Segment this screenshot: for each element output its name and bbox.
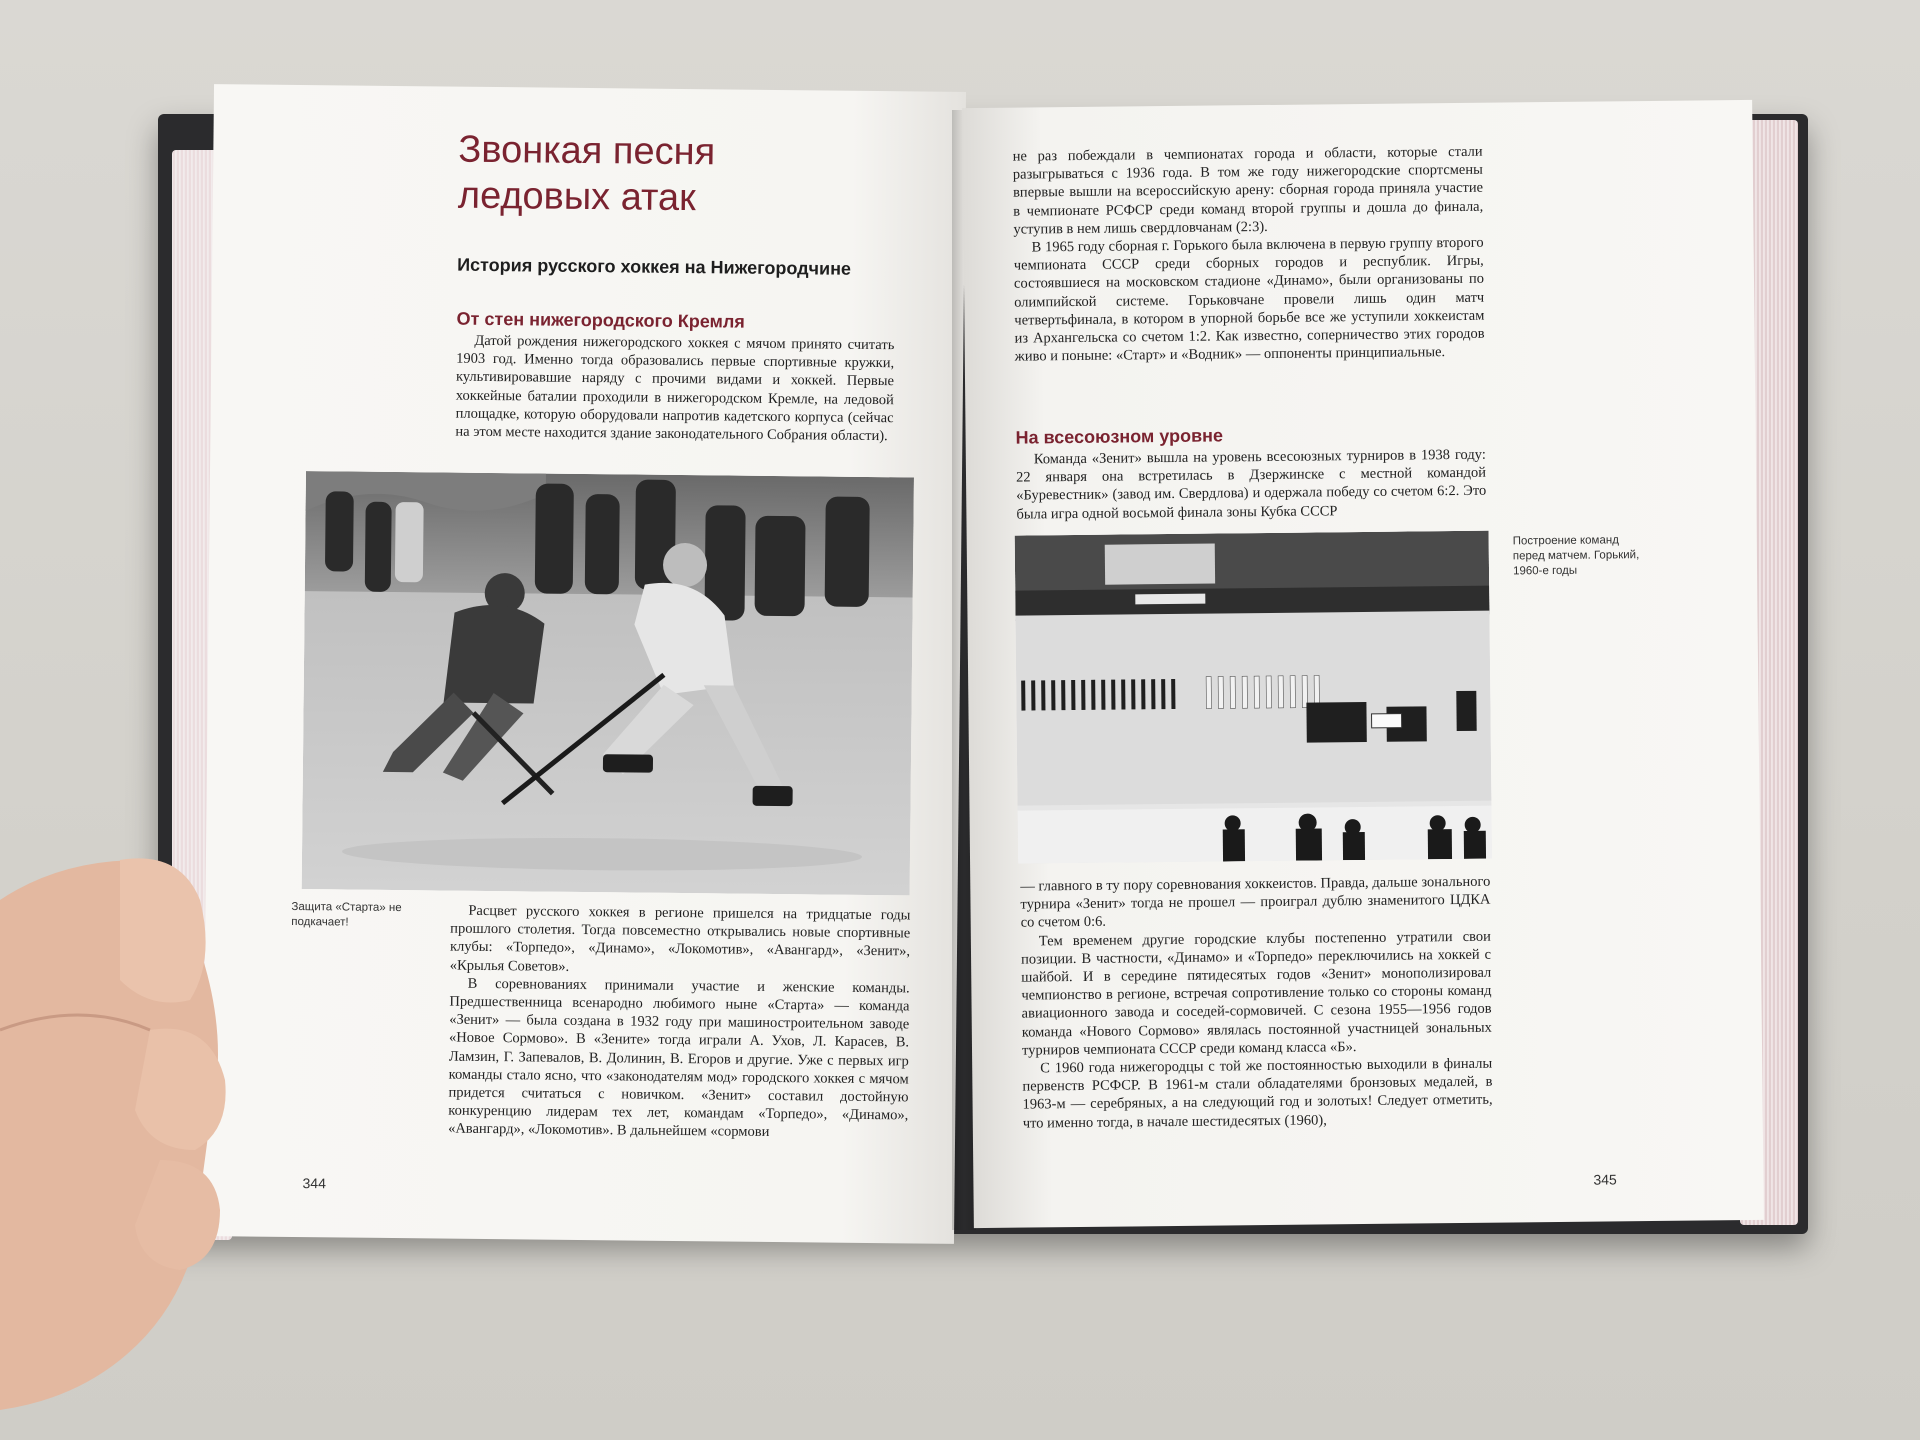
paragraph: — главного в ту пору соревнования хоккеистов. Правда, дальше зонального турнира «Зенит» тогда не прошел — проиграл дублю знаменитого ЦДКА со счетом 0:6.: [1020, 873, 1491, 932]
right-page: [962, 100, 1764, 1228]
paragraph: С 1960 года нижегородцы с той же постоянностью выходили в финалы первенств РСФСР. В 1961-м стали обладателями бронзовых медалей, в 1963-м — серебряных, а на следующий год и золотых! Следует отметить, что именно тогда, в начале шестидесятых (1960),: [1022, 1055, 1493, 1132]
paragraph: не раз побеждали в чемпионатах города и области, которые стали разыгрываться с 1936 года. В том же году нижегородские спортсмены впервые вышли на всероссийскую арену: сборная города приняла участие в чемпионате РСФСР среди команд второй группы и дошла до финала, уступив в нем лишь свердловчанам (2:3).: [1012, 143, 1484, 238]
right-bottom-text: [1020, 873, 1493, 1133]
hockey-action-photo: [302, 471, 914, 895]
chapter-title: Звонкая песня ледовых атак: [457, 128, 716, 220]
section-kremlin-text: [455, 332, 894, 446]
paragraph: Датой рождения нижегородского хоккея с мячом принято считать 1903 год. Именно тогда образовались первые спортивные кружки, культивировавшие наряду с прочими видами и хоккей. Первые хоккейные баталии проходили в нижегородском Кремле, на ледовой площадке, которую оборудовали напротив кадетского корпуса (сейчас на этом месте находится здание законодательного Собрания области).: [455, 332, 895, 445]
paragraph: Команда «Зенит» вышла на уровень всесоюзных турниров в 1938 году: 22 января она встретилась в Дзержинске с местной командой «Буревестник» (завод им. Свердлова) и одержала победу со счетом 6:2. Это была игра одной восьмой финала зоны Кубка СССР: [1015, 446, 1487, 523]
chapter-subtitle: История русского хоккея на Нижегородчине: [457, 254, 852, 279]
section-heading-union: На всесоюзном уровне: [1015, 425, 1224, 448]
left-page: [202, 84, 966, 1244]
page-number-right: 345: [1593, 1171, 1617, 1188]
paragraph: Расцвет русского хоккея в регионе пришелся на тридцатые годы прошлого столетия. Тогда повсеместно открывались новые спортивные клубы: «Торпедо», «Динамо», «Локомотив», «Авангард», «Зенит», «Крылья Советов».: [449, 902, 911, 975]
right-top-text: [1013, 143, 1485, 366]
left-main-text: [448, 902, 910, 1143]
page-number-left: 344: [302, 1175, 326, 1192]
section-union-text: [1016, 446, 1487, 524]
team-lineup-photo: [1015, 531, 1492, 864]
section-heading-kremlin: От стен нижегородского Кремля: [456, 308, 745, 332]
photo-caption-left: Защита «Старта» не подкачает!: [291, 900, 402, 929]
paragraph: В 1965 году сборная г. Горького была включена в первую группу второго чемпионата СССР среди сборных городов и республик. Игры, состоявшиеся на московском стадионе «Динамо», были организованы по олимпийской системе. Горьковчане провели лишь один матч четвертьфинала, в котором в упорной борьбе все же уступили хоккеистам из Архангельска со счетом 1:2. Как известно, соперничество этих городов живо и поныне: «Старт» и «Водник» — оппоненты принципиальные.: [1013, 234, 1485, 365]
paragraph: В соревнованиях принимали участие и женские команды. Предшественница всенародно любимого ныне «Старта» — команда «Зенит» — была создана в 1932 году при машиностроительном заводе «Новое Сормово». В «Зените» тогда играли А. Ухов, Л. Карасев, В. Ламзин, Г. Запевалов, В. Долинин, В. Егоров и другие. Уже с первых игр команды стало ясно, что «законодателям мод» городского хоккея с мячом придется считаться с новичком. «Зенит» составил достойную конкуренцию лидерам тех лет, командам «Торпедо», «Динамо», «Авангард», «Локомотив». В дальнейшем «сормови: [448, 975, 910, 1141]
photo-caption-right: Построение команд перед матчем. Горький, 1960-е годы: [1512, 534, 1640, 578]
paragraph: Тем временем другие городские клубы постепенно утратили свои позиции. В частности, «Динамо» и «Торпедо» переключились на хоккей с шайбой. И в середине пятидесятых годов «Зенит» монополизировал чемпионство в регионе, встречая сопротивление только со стороны команд авиационного завода и соседей-сормовичей. С сезона 1955—1956 годов команда «Нового Сормово» являлась постоянной участницей зональных турниров чемпионата СССР среди команд класса «Б».: [1020, 928, 1492, 1059]
